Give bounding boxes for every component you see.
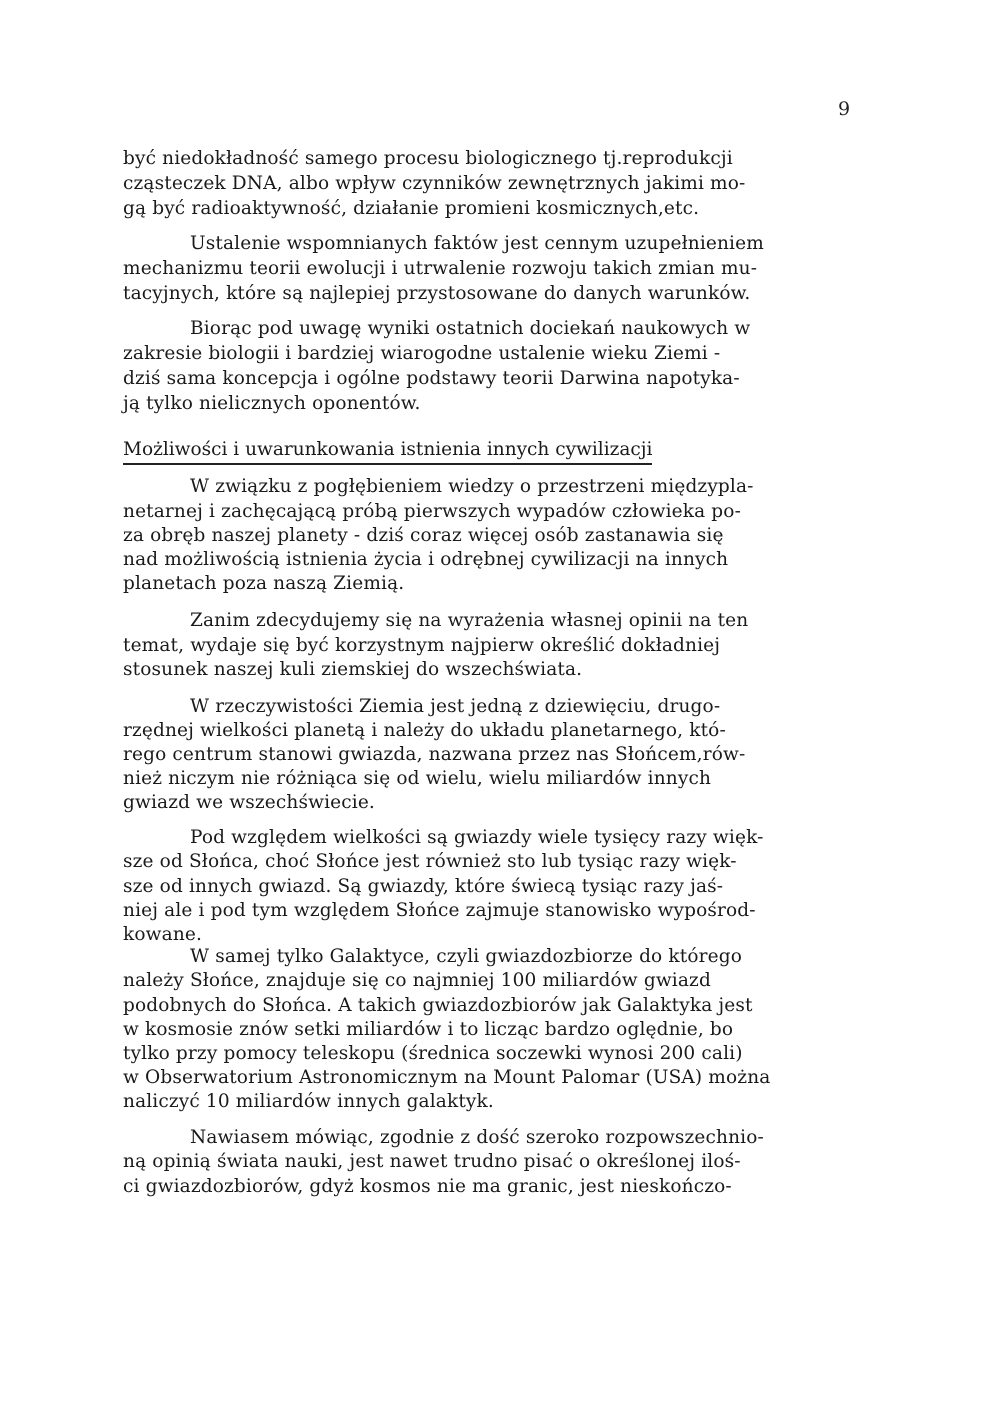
text-line: rzędnej wielkości planetą i należy do układu planetarnego, któ-: [123, 720, 726, 741]
text-line: ją tylko nielicznych oponentów.: [123, 393, 421, 414]
text-line: tylko przy pomocy teleskopu (średnica soczewki wynosi 200 cali): [123, 1043, 743, 1064]
text-line: podobnych do Słońca. A takich gwiazdozbiorów jak Galaktyka jest: [123, 995, 753, 1016]
text-line: gą być radioaktywność, działanie promieni kosmicznych,etc.: [123, 198, 700, 219]
text-line: w kosmosie znów setki miliardów i to licząc bardzo oględnie, bo: [123, 1019, 734, 1040]
text-line: naliczyć 10 miliardów innych galaktyk.: [123, 1091, 494, 1112]
text-line: Zanim zdecydujemy się na wyrażenia własnej opinii na ten: [190, 610, 749, 631]
text-line: niej ale i pod tym względem Słońce zajmuje stanowisko wypośrod-: [123, 900, 756, 921]
text-line: gwiazd we wszechświecie.: [123, 792, 375, 813]
text-line: temat, wydaje się być korzystnym najpierw określić dokładniej: [123, 635, 721, 656]
text-line: nad możliwością istnienia życia i odrębnej cywilizacji na innych: [123, 549, 729, 570]
text-line: Pod względem wielkości są gwiazdy wiele tysięcy razy więk-: [190, 827, 764, 848]
text-line: sze od innych gwiazd. Są gwiazdy, które świecą tysiąc razy jaś-: [123, 876, 724, 897]
text-line: kowane.: [123, 924, 203, 945]
text-line: Biorąc pod uwagę wyniki ostatnich dociekań naukowych w: [190, 318, 751, 339]
text-line: netarnej i zachęcającą próbą pierwszych wypadów człowieka po-: [123, 501, 741, 522]
text-line: tacyjnych, które są najlepiej przystosowane do danych warunków.: [123, 283, 751, 304]
section-heading: Możliwości i uwarunkowania istnienia innych cywilizacji: [123, 438, 652, 465]
text-line: W samej tylko Galaktyce, czyli gwiazdozbiorze do którego: [190, 946, 742, 967]
text-line: ci gwiazdozbiorów, gdyż kosmos nie ma granic, jest nieskończo-: [123, 1176, 732, 1197]
text-line: W rzeczywistości Ziemia jest jedną z dziewięciu, drugo-: [190, 696, 721, 717]
text-line: być niedokładność samego procesu biologicznego tj.reprodukcji: [123, 148, 733, 169]
text-line: za obręb naszej planety - dziś coraz więcej osób zastanawia się: [123, 525, 724, 546]
text-line: cząsteczek DNA, albo wpływ czynników zewnętrznych jakimi mo-: [123, 173, 746, 194]
text-line: nież niczym nie różniąca się od wielu, wielu miliardów innych: [123, 768, 712, 789]
text-line: ną opinią świata nauki, jest nawet trudno pisać o określonej iloś-: [123, 1151, 741, 1172]
text-line: sze od Słońca, choć Słońce jest również sto lub tysiąc razy więk-: [123, 851, 737, 872]
page-number: 9: [838, 98, 851, 120]
text-line: planetach poza naszą Ziemią.: [123, 573, 405, 594]
text-line: dziś sama koncepcja i ogólne podstawy teorii Darwina napotyka-: [123, 368, 740, 389]
text-line: Ustalenie wspomnianych faktów jest cennym uzupełnieniem: [190, 233, 764, 254]
text-line: mechanizmu teorii ewolucji i utrwalenie rozwoju takich zmian mu-: [123, 258, 758, 279]
text-line: należy Słońce, znajduje się co najmniej 100 miliardów gwiazd: [123, 970, 711, 991]
text-line: rego centrum stanowi gwiazda, nazwana przez nas Słońcem,rów-: [123, 744, 746, 765]
text-line: w Obserwatorium Astronomicznym na Mount Palomar (USA) można: [123, 1067, 771, 1088]
text-line: W związku z pogłębieniem wiedzy o przestrzeni międzypla-: [190, 476, 754, 497]
text-line: zakresie biologii i bardziej wiarogodne ustalenie wieku Ziemi -: [123, 343, 721, 364]
text-line: Nawiasem mówiąc, zgodnie z dość szeroko rozpowszechnio-: [190, 1127, 764, 1148]
text-line: stosunek naszej kuli ziemskiej do wszechświata.: [123, 659, 583, 680]
